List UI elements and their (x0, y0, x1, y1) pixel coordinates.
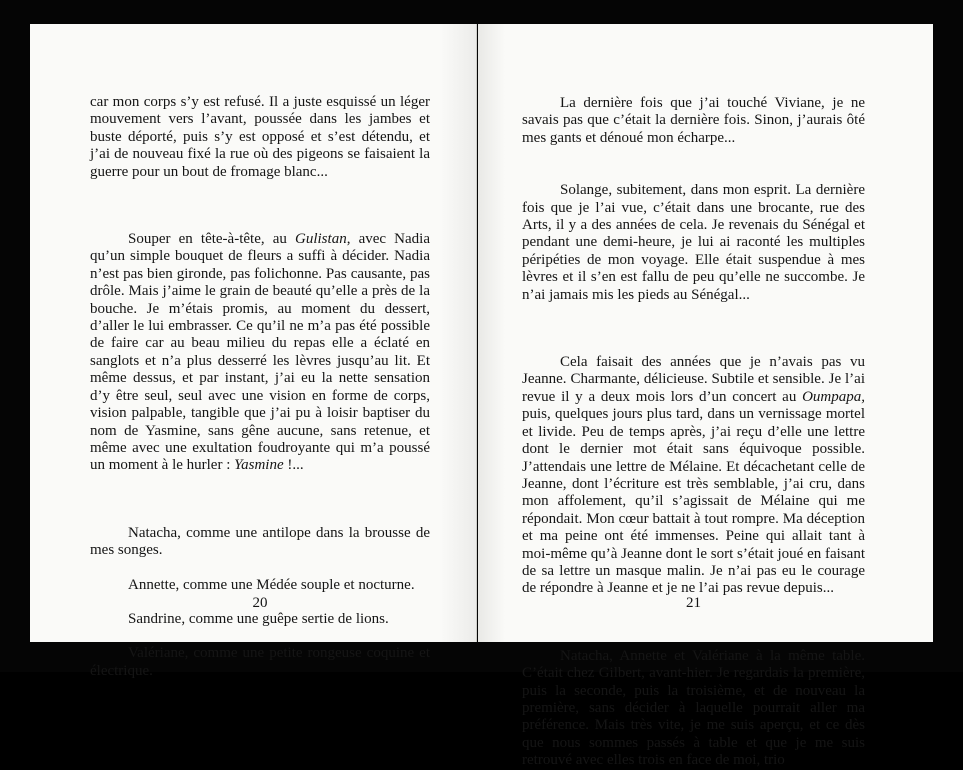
right-paragraph-3 (522, 354, 865, 598)
text-run: , avec Nadia qu’un simple bouquet de fleurs a suffi à décider. Nadia n’est pas bien gironde, pas folichonne. Pas causante, pas drôle. Mais j’aime le grain de beauté qu’elle a près de la bouche. Je m’étais promis, au moment du dessert, d’aller le lui embrasser. Ce qu’il ne m’a pas été possible de faire car au beau milieu du repas elle a éclaté en sanglots et n’a plus desserré les lèvres jusqu’au lit. Et même dessus, et par instant, j’ai eu la nette sensation d’y être seul, seul avec une vision en forme de corps, vision palpable, tangible que j’ai pu à loisir baptiser du nom de Yasmine, sans gêne aucune, sans retenue, et même avec une exultation foudroyante qui m’a poussé un moment à le hurler : (90, 231, 430, 474)
left-paragraph-6 (90, 645, 430, 680)
text-run: Natacha, comme une antilope dans la brousse de mes songes. (90, 524, 430, 559)
text-run: Annette, comme une Médée souple et nocturne. (128, 576, 415, 593)
text-run: Natacha, Annette et Valériane à la même table. C’était chez Gilbert, avant-hier. Je regardais la première, puis la seconde, puis la troisième, et de nouveau la première, sans décider à laquelle pourrait aller ma préférence. Mais très vite, je me suis aperçu, et ce dès que nous sommes passés à table et que je me suis retrouvé avec elles trois en face de moi, trio (522, 647, 865, 769)
italic-run: Oumpapa, (802, 388, 865, 405)
text-run: car mon corps s’y est refusé. Il a juste esquissé un léger mouvement vers l’avant, poussée dans les jambes et buste déporté, puis s’y est opposé et s’est détendu, et j’ai de nouveau fixé la rue où des pigeons se faisaient la guerre pour un bout de fromage blanc... (90, 94, 430, 180)
right-paragraph-1 (522, 95, 865, 147)
left-page (30, 24, 477, 679)
text-run: Souper en tête-à-tête, au (128, 231, 296, 248)
right-page-text (522, 95, 865, 770)
left-paragraph-1 (90, 94, 430, 181)
right-paragraph-4 (522, 648, 865, 770)
right-page-number: 21 (686, 594, 701, 611)
left-paragraph-2 (90, 231, 430, 475)
left-paragraph-5 (90, 611, 430, 628)
italic-run: Gulistan (295, 231, 347, 248)
right-page (478, 24, 933, 769)
text-run: Sandrine, comme une guêpe sertie de lions. (128, 610, 389, 627)
text-run: Cela faisait des années que je n’avais pas vu Jeanne. Charmante, délicieuse. Subtile et sensible. Je l’ai revue il y a deux mois lors d’un concert au (522, 354, 865, 405)
left-paragraph-3 (90, 525, 430, 560)
text-run: puis, quelques jours plus tard, dans un vernissage mortel et livide. Peu de temps après, j’ai reçu d’elle une lettre dont le dernier mot était sans équivoque possible. J’attendais une lettre de Mélaine. Et décachetant celle de Jeanne, dont l’écriture est très semblable, j’ai cru, dans mon affolement, qu’il s’agissait de Mélaine qui me répondait. Mon cœur battait à tout rompre. Ma déception et ma peine ont été immenses. Peine qui allait tant à moi-même qu’à Jeanne dont le sort s’était joué en faisant de sa lettre un masque malin. Je n’ai pas eu le courage de répondre à Jeanne et je ne l’ai pas revue depuis... (522, 406, 865, 597)
left-page-number: 20 (252, 594, 268, 611)
left-page-text (90, 94, 430, 680)
left-paragraph-4 (90, 577, 430, 594)
right-paragraph-2 (522, 182, 865, 304)
text-run: Valériane, comme une petite rongeuse coquine et électrique. (90, 645, 430, 679)
text-run: !... (283, 457, 304, 474)
italic-run: Yasmine (234, 457, 284, 474)
text-run: La dernière fois que j’ai touché Viviane, je ne savais pas que c’était la dernière fois. Sinon, j’aurais ôté mes gants et dénoué mon écharpe... (522, 95, 865, 146)
text-run: Solange, subitement, dans mon esprit. La dernière fois que je l’ai vue, c’était dans une brocante, rue des Arts, il y a des années de cela. Je revenais du Sénégal et pendant une demi-heure, je lui ai raconté les multiples péripéties de mon voyage. Elle était suspendue à mes lèvres et il s’en est fallu de peu qu’elle ne succombe. Je n’ai jamais mis les pieds au Sénégal... (522, 182, 865, 303)
